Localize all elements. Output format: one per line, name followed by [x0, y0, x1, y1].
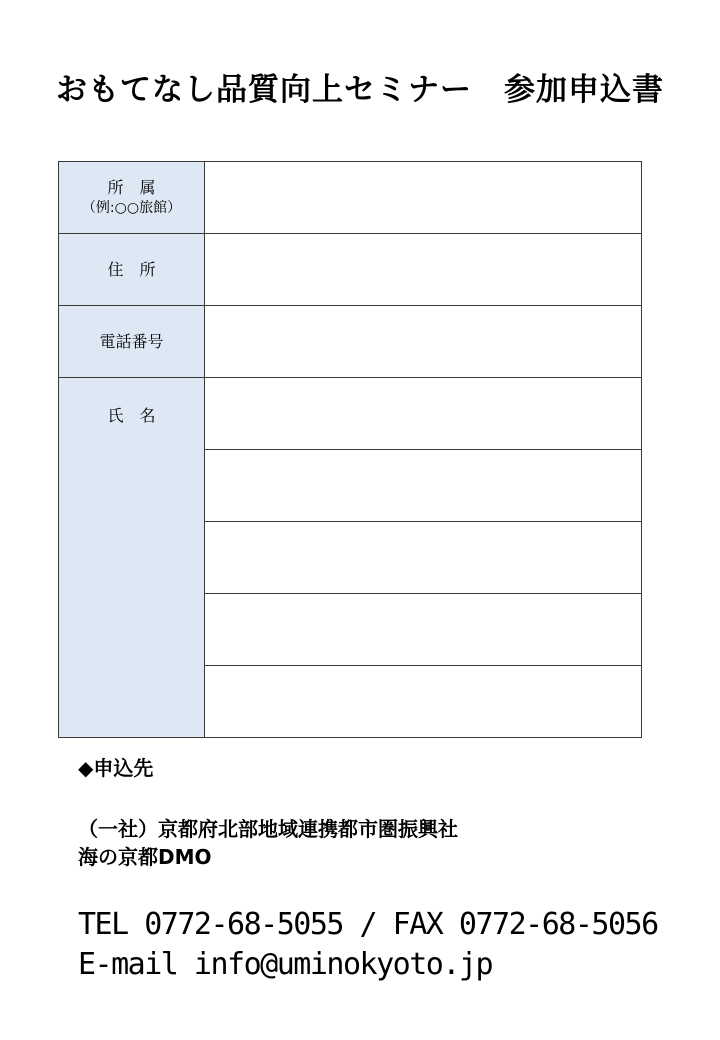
organization-block — [78, 815, 458, 871]
address-label: 住 所 — [107, 260, 156, 279]
name-field-4[interactable] — [205, 594, 642, 666]
affiliation-row — [59, 162, 642, 234]
name-label-cell — [59, 378, 205, 738]
name-label: 氏 名 — [107, 406, 156, 425]
email-line: E-mail info@uminokyoto.jp — [78, 947, 493, 982]
form-title: おもてなし品質向上セミナー 参加申込書 — [56, 72, 664, 108]
affiliation-label-cell — [59, 162, 205, 234]
phone-label-cell — [59, 306, 205, 378]
name-field-3[interactable] — [205, 522, 642, 594]
application-form-table — [58, 161, 642, 738]
name-row — [59, 378, 642, 450]
application-destination-heading: ◆申込先 — [78, 756, 154, 780]
name-field-1[interactable] — [205, 378, 642, 450]
phone-label: 電話番号 — [99, 332, 164, 351]
address-label-cell — [59, 234, 205, 306]
name-field-2[interactable] — [205, 450, 642, 522]
organization-name: （一社）京都府北部地域連携都市圏振興社 — [78, 817, 458, 841]
address-row — [59, 234, 642, 306]
contact-block — [78, 905, 658, 985]
name-field-5[interactable] — [205, 666, 642, 738]
affiliation-example: （例:○○旅館） — [81, 199, 182, 216]
organization-subname: 海の京都DMO — [78, 845, 212, 869]
affiliation-field[interactable] — [205, 162, 642, 234]
phone-row — [59, 306, 642, 378]
address-field[interactable] — [205, 234, 642, 306]
phone-field[interactable] — [205, 306, 642, 378]
affiliation-label: 所 属 — [107, 177, 156, 197]
tel-fax-line: TEL 0772-68-5055 / FAX 0772-68-5056 — [78, 907, 658, 942]
